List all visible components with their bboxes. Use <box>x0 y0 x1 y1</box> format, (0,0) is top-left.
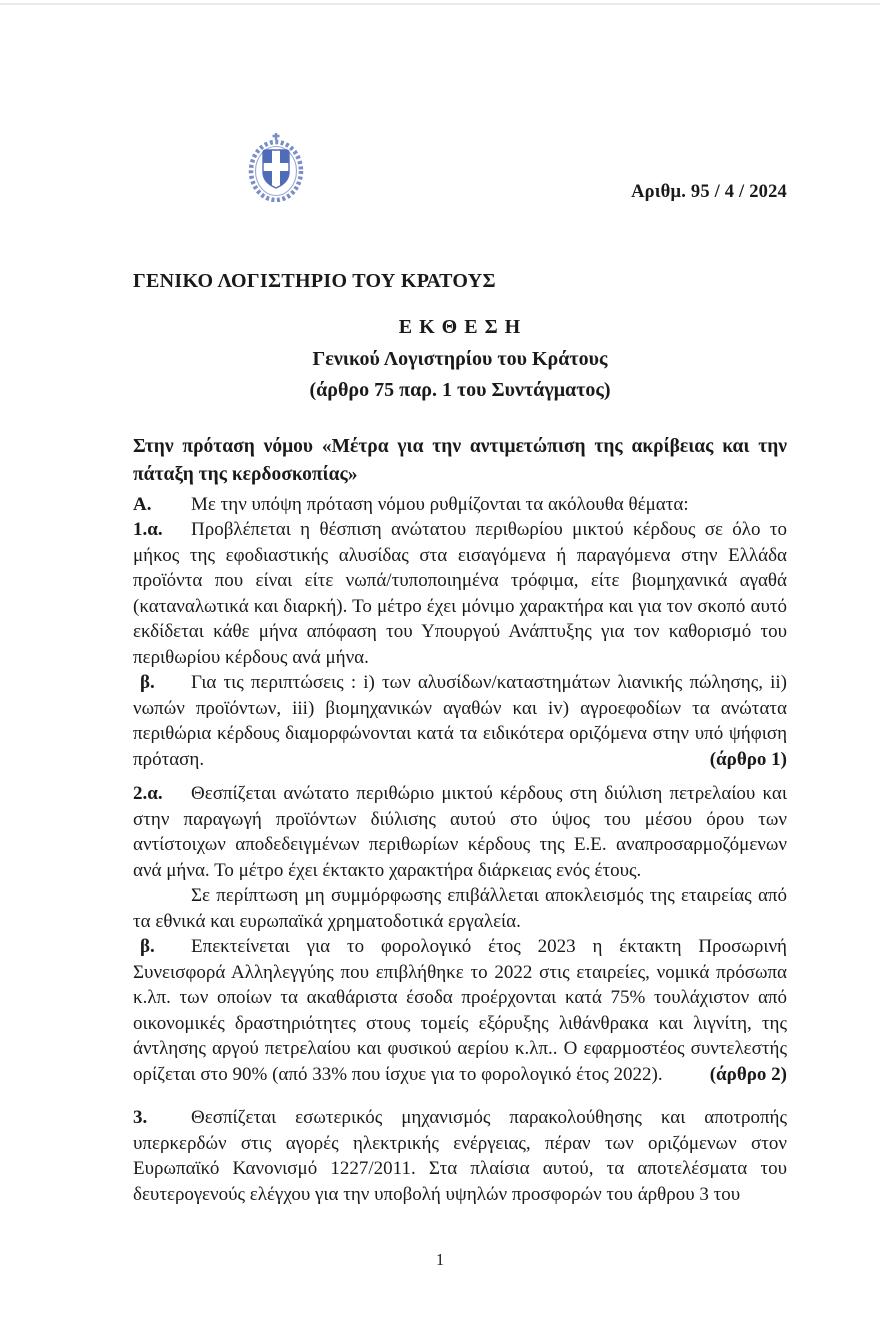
report-heading-block <box>133 312 787 407</box>
report-subject: Στην πρόταση νόμου «Μέτρα για την αντιμετώπιση της ακρίβειας και την πάταξη της κερδοσκοπίας» <box>133 435 787 485</box>
report-subtitle: Γενικού Λογιστηρίου του Κράτους <box>312 347 608 370</box>
paragraph-text: Θεσπίζεται εσωτερικός μηχανισμός παρακολούθησης και αποτροπής υπερκερδών στις αγορές ηλεκτρικής ενέργειας, πέραν των οριζόμενων στον Ευρωπαϊκό Κανονισμό 1227/2011. Στα πλαίσια αυτού, τα αποτελέσματα του δευτερογενούς ελέγχου για την υποβολή υψηλών προσφορών του άρθρου 3 του <box>133 1107 787 1205</box>
paragraph-label: Α. <box>133 493 152 515</box>
paragraph-text: Προβλέπεται η θέσπιση ανώτατου περιθωρίου μικτού κέρδους σε όλο το μήκος της εφοδιαστικής αλυσίδας στα εισαγόμενα ή παραγόμενα στην Ελλάδα προϊόντα που είναι είτε νωπά/τυποποιημένα τρόφιμα, είτε βιομηχανικά αγαθά (καταναλωτικά και διαρκή). Το μέτρο έχει μόνιμο χαρακτήρα και για τον σκοπό αυτό εκδίδεται κάθε μήνα απόφαση του Υπουργού Ανάπτυξης για τον καθορισμό του περιθωρίου κέρδους ανά μήνα. <box>133 519 787 668</box>
paragraph-label: β. <box>140 936 155 957</box>
paragraph-1b <box>133 670 787 772</box>
paragraph-3 <box>133 1105 787 1207</box>
document-number: Αριθμ. 95 / 4 / 2024 <box>631 182 787 202</box>
paragraph-1a <box>133 517 787 670</box>
paragraph-text: Επεκτείνεται για το φορολογικό έτος 2023 η έκτακτη Προσωρινή Συνεισφορά Αλληλεγγύης που επιβλήθηκε το 2022 στις εταιρείες, νομικά πρόσωπα κ.λπ. των οποίων τα ακαθάριστα έσοδα προέρχονται κατά 75% τουλάχιστον από οικονομικές δραστηριότητες στους τομείς εξόρυξης λιθάνθρακα και λιγνίτη, της άντλησης αργού πετρελαίου και φυσικού αερίου κ.λπ.. Ο εφαρμοστέος συντελεστής ορίζεται στο 90% (από 33% που ίσχυε για το φορολογικό έτος 2022). <box>133 936 787 1085</box>
paragraph-A <box>133 492 787 518</box>
paragraph-label: 3. <box>133 1107 148 1128</box>
article-reference-2: (άρθρο 2) <box>709 1063 787 1085</box>
paragraph-2a-continuation <box>133 883 787 934</box>
report-title: Ε Κ Θ Ε Σ Η <box>398 316 522 338</box>
organization-title: ΓΕΝΙΚΟ ΛΟΓΙΣΤΗΡΙΟ ΤΟΥ ΚΡΑΤΟΥΣ <box>133 270 496 292</box>
paragraph-label: 2.α. <box>133 783 163 804</box>
paragraph-label: β. <box>140 672 155 693</box>
constitution-reference: (άρθρο 75 παρ. 1 του Συντάγματος) <box>309 379 611 401</box>
paragraphs-section <box>133 492 787 1208</box>
paragraph-label: 1.α. <box>133 519 163 540</box>
page-number: 1 <box>435 1250 445 1269</box>
paragraph-text: Θεσπίζεται ανώτατο περιθώριο μικτού κέρδους στη διύλιση πετρελαίου και στην παραγωγή προϊόντων διύλισης αυτού στο ύψος του μέσου όρου των αντίστοιχων αποδεδειγμένων περιθωρίων κέρδους της Ε.Ε. αναπροσαρμοζόμενων ανά μήνα. Το μέτρο έχει έκτακτο χαρακτήρα διάρκειας ενός έτους. <box>133 783 787 881</box>
paragraph-2a <box>133 781 787 883</box>
paragraph-text: Με την υπόψη πρόταση νόμου ρυθμίζονται τα ακόλουθα θέματα: <box>191 493 689 515</box>
paragraph-text: Σε περίπτωση μη συμμόρφωσης επιβάλλεται αποκλεισμός της εταιρείας από τα εθνικά και ευρωπαϊκά χρηματοδοτικά εργαλεία. <box>133 885 787 932</box>
document-body <box>133 312 787 1207</box>
article-reference-1: (άρθρο 1) <box>709 748 787 770</box>
paragraph-2b <box>133 934 787 1087</box>
paragraph-text: Για τις περιπτώσεις : i) των αλυσίδων/καταστημάτων λιανικής πώλησης, ii) νωπών προϊόντων, iii) βιομηχανικών αγαθών και iv) αγροεφοδίων τα ανώτατα περιθώρια κέρδους διαμορφώνονται κατά τα ειδικότερα οριζόμενα στην υπό ψήφιση πρόταση. <box>133 672 787 770</box>
